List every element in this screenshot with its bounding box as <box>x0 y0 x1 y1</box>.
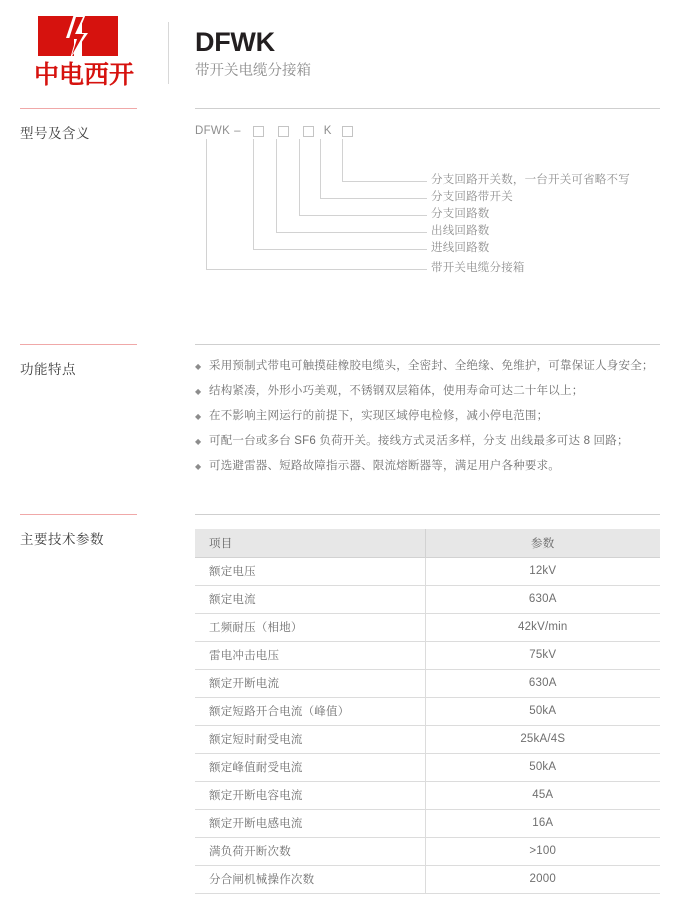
feature-text: 可配一台或多台 SF6 负荷开关。接线方式灵活多样，分支 出线最多可达 8 回路； <box>209 435 629 447</box>
row-item-value: >100 <box>425 837 660 865</box>
technical-parameters-table <box>195 529 660 894</box>
table-row <box>195 781 660 809</box>
xk-lightning-logo <box>22 12 146 60</box>
model-code-letter-k: K <box>323 125 332 137</box>
section-body-parameters <box>195 514 660 894</box>
row-item-label: 额定电流 <box>195 585 425 613</box>
section-title-model: 型号及含义 <box>20 126 90 141</box>
section-label-parameters <box>20 514 180 548</box>
section-divider-rule <box>195 514 660 515</box>
title-block <box>195 26 311 81</box>
row-item-label: 雷电冲击电压 <box>195 641 425 669</box>
table-row <box>195 585 660 613</box>
header-vertical-divider <box>168 22 169 84</box>
callout-label-2: 分支回路带开关 <box>431 191 513 203</box>
diamond-bullet-icon: ◆ <box>195 437 202 446</box>
page-header <box>0 0 691 96</box>
row-item-value: 45A <box>425 781 660 809</box>
model-code-box-2 <box>278 126 289 137</box>
list-item <box>195 409 660 424</box>
row-item-label: 额定峰值耐受电流 <box>195 753 425 781</box>
row-item-value: 12kV <box>425 557 660 585</box>
column-header-item: 项目 <box>195 529 425 557</box>
model-code-line <box>195 123 360 139</box>
model-code-box-1 <box>253 126 264 137</box>
leader-hline-2 <box>320 198 427 199</box>
table-row <box>195 557 660 585</box>
model-code-box-4 <box>342 126 353 137</box>
leader-vline-5 <box>253 139 254 249</box>
model-designation-diagram <box>195 123 660 283</box>
row-item-label: 额定开断电流 <box>195 669 425 697</box>
section-body-features <box>195 344 660 484</box>
table-header-row <box>195 529 660 557</box>
table-row <box>195 809 660 837</box>
page-subtitle: 带开关电缆分接箱 <box>195 63 311 79</box>
row-item-value: 2000 <box>425 865 660 893</box>
list-item <box>195 359 660 374</box>
list-item <box>195 434 660 449</box>
leader-vline-4 <box>276 139 277 232</box>
section-title-features: 功能特点 <box>20 362 76 377</box>
model-code-prefix: DFWK <box>195 125 231 137</box>
row-item-value: 630A <box>425 669 660 697</box>
table-row <box>195 865 660 893</box>
row-item-label: 工频耐压（相地） <box>195 613 425 641</box>
feature-list <box>195 359 660 474</box>
table-row <box>195 641 660 669</box>
logo-wordmark: 中电西开 <box>33 60 134 89</box>
table-row <box>195 753 660 781</box>
company-logo <box>22 12 146 88</box>
leader-hline-1 <box>342 181 427 182</box>
list-item <box>195 384 660 399</box>
diamond-bullet-icon: ◆ <box>195 362 202 371</box>
leader-hline-5 <box>253 249 427 250</box>
leader-hline-4 <box>276 232 427 233</box>
callout-label-1: 分支回路开关数，一台开关可省略不写 <box>431 174 630 186</box>
section-accent-rule <box>20 108 137 109</box>
list-item <box>195 459 660 474</box>
column-header-value: 参数 <box>425 529 660 557</box>
leader-vline-3 <box>299 139 300 215</box>
row-item-value: 25kA/4S <box>425 725 660 753</box>
callout-label-5: 进线回路数 <box>431 242 490 254</box>
row-item-label: 额定电压 <box>195 557 425 585</box>
model-code-box-3 <box>303 126 314 137</box>
page-title: DFWK <box>195 27 275 57</box>
table-body <box>195 557 660 893</box>
leader-hline-3 <box>299 215 427 216</box>
table-row <box>195 837 660 865</box>
section-divider-rule <box>195 108 660 109</box>
row-item-label: 满负荷开断次数 <box>195 837 425 865</box>
callout-label-3: 分支回路数 <box>431 208 490 220</box>
row-item-label: 分合闸机械操作次数 <box>195 865 425 893</box>
row-item-label: 额定短路开合电流（峰值） <box>195 697 425 725</box>
model-code-dash: – <box>234 125 241 137</box>
leader-vline-2 <box>320 139 321 198</box>
row-item-value: 75kV <box>425 641 660 669</box>
diamond-bullet-icon: ◆ <box>195 462 202 471</box>
feature-text: 可选避雷器、短路故障指示器、限流熔断器等，满足用户各种要求。 <box>209 460 560 472</box>
section-divider-rule <box>195 344 660 345</box>
row-item-label: 额定开断电容电流 <box>195 781 425 809</box>
feature-text: 在不影响主网运行的前提下，实现区域停电检修，减小停电范围； <box>209 410 549 422</box>
table-row <box>195 613 660 641</box>
leader-vline-6 <box>206 139 207 269</box>
table-row <box>195 669 660 697</box>
leader-vline-1 <box>342 139 343 181</box>
callout-label-6: 带开关电缆分接箱 <box>431 262 525 274</box>
row-item-value: 50kA <box>425 697 660 725</box>
row-item-value: 42kV/min <box>425 613 660 641</box>
section-title-parameters: 主要技术参数 <box>20 532 104 547</box>
row-item-label: 额定短时耐受电流 <box>195 725 425 753</box>
feature-text: 结构紧凑，外形小巧美观，不锈钢双层箱体，使用寿命可达二十年以上； <box>209 385 584 397</box>
section-accent-rule <box>20 344 137 345</box>
row-item-value: 50kA <box>425 753 660 781</box>
row-item-label: 额定开断电感电流 <box>195 809 425 837</box>
row-item-value: 16A <box>425 809 660 837</box>
leader-hline-6 <box>206 269 427 270</box>
row-item-value: 630A <box>425 585 660 613</box>
diamond-bullet-icon: ◆ <box>195 412 202 421</box>
table-row <box>195 697 660 725</box>
section-label-model <box>20 108 180 142</box>
diamond-bullet-icon: ◆ <box>195 387 202 396</box>
callout-label-4: 出线回路数 <box>431 225 490 237</box>
table-row <box>195 725 660 753</box>
table-header <box>195 529 660 557</box>
section-body-model <box>195 108 660 283</box>
section-label-features <box>20 344 180 378</box>
feature-text: 采用预制式带电可触摸硅橡胶电缆头，全密封、全绝缘、免维护，可靠保证人身安全； <box>209 360 654 372</box>
section-accent-rule <box>20 514 137 515</box>
